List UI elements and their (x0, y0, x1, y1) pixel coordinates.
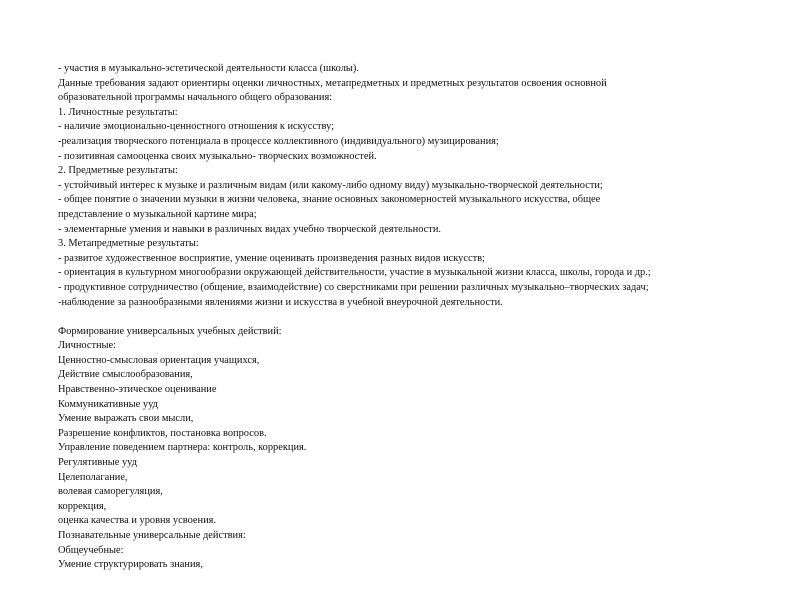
list-item: - наличие эмоционально-ценностного отношения к искусству; (58, 121, 335, 133)
list-item-continuation: представление о музыкальной картине мира; (58, 208, 257, 220)
heading-metasubject-results: 3. Метапредметные результаты: (58, 238, 199, 250)
universal-actions-section (58, 325, 758, 573)
list-item: Целеполагание, (58, 471, 128, 483)
list-item: Умение выражать свои мысли, (58, 413, 194, 425)
list-item: Управление поведением партнера: контроль, коррекция. (58, 442, 307, 454)
list-item: - развитое художественное восприятие, умение оценивать произведения разных видов искусств; (58, 252, 485, 264)
list-item: - элементарные умения и навыки в различных видах учебно творческой деятельности. (58, 223, 441, 235)
list-item: -наблюдение за разнообразными явлениями жизни и искусства в учебной внеурочной деятельности. (58, 296, 503, 308)
list-item: - позитивная самооценка своих музыкально- творческих возможностей. (58, 150, 377, 162)
list-item: Умение структурировать знания, (58, 559, 203, 571)
list-item: оценка качества и уровня усвоения. (58, 515, 217, 527)
list-item: Ценностно-смысловая ориентация учащихся, (58, 354, 260, 366)
heading-subject-results: 2. Предметные результаты: (58, 165, 178, 177)
paragraph-gap (58, 310, 758, 325)
list-item: волевая саморегуляция, (58, 486, 163, 498)
list-item: Разрешение конфликтов, постановка вопросов. (58, 427, 267, 439)
text-line: Данные требования задают ориентиры оценки личностных, метапредметных и предметных результатов освоения основной (58, 77, 607, 89)
list-item: -реализация творческого потенциала в процессе коллективного (индивидуального) музицирования; (58, 135, 499, 147)
text-line: образовательной программы начального общего образования: (58, 92, 333, 104)
subheading-communicative: Коммуникативные ууд (58, 398, 158, 410)
heading-personal-results: 1. Личностные результаты: (58, 106, 178, 118)
subheading-personal: Личностные: (58, 340, 117, 352)
list-item: Нравственно-этическое оценивание (58, 384, 217, 396)
list-item: коррекция, (58, 500, 107, 512)
list-item: - устойчивый интерес к музыке и различным видам (или какому-либо одному виду) музыкально-творческой деятельности; (58, 179, 603, 191)
subheading-regulatory: Регулятивные ууд (58, 457, 137, 469)
list-item: - общее понятие о значении музыки в жизни человека, знание основных закономерностей музыкального искусства, общее (58, 194, 601, 206)
section-heading: Формирование универсальных учебных действий: (58, 325, 282, 337)
results-section (58, 62, 758, 310)
subheading-cognitive: Познавательные универсальные действия: (58, 530, 246, 541)
list-item: Действие смыслообразования, (58, 369, 193, 381)
list-item: - продуктивное сотрудничество (общение, взаимодействие) со сверстниками при решении различных музыкально–творческих задач; (58, 281, 649, 293)
list-item: - ориентация в культурном многообразии окружающей действительности, участие в музыкальной жизни класса, школы, города и др.; (58, 267, 651, 279)
text-line: - участия в музыкально-эстетической деятельности класса (школы). (58, 63, 359, 74)
document-text (58, 62, 758, 573)
subheading-general-educational: Общеучебные: (58, 544, 124, 556)
